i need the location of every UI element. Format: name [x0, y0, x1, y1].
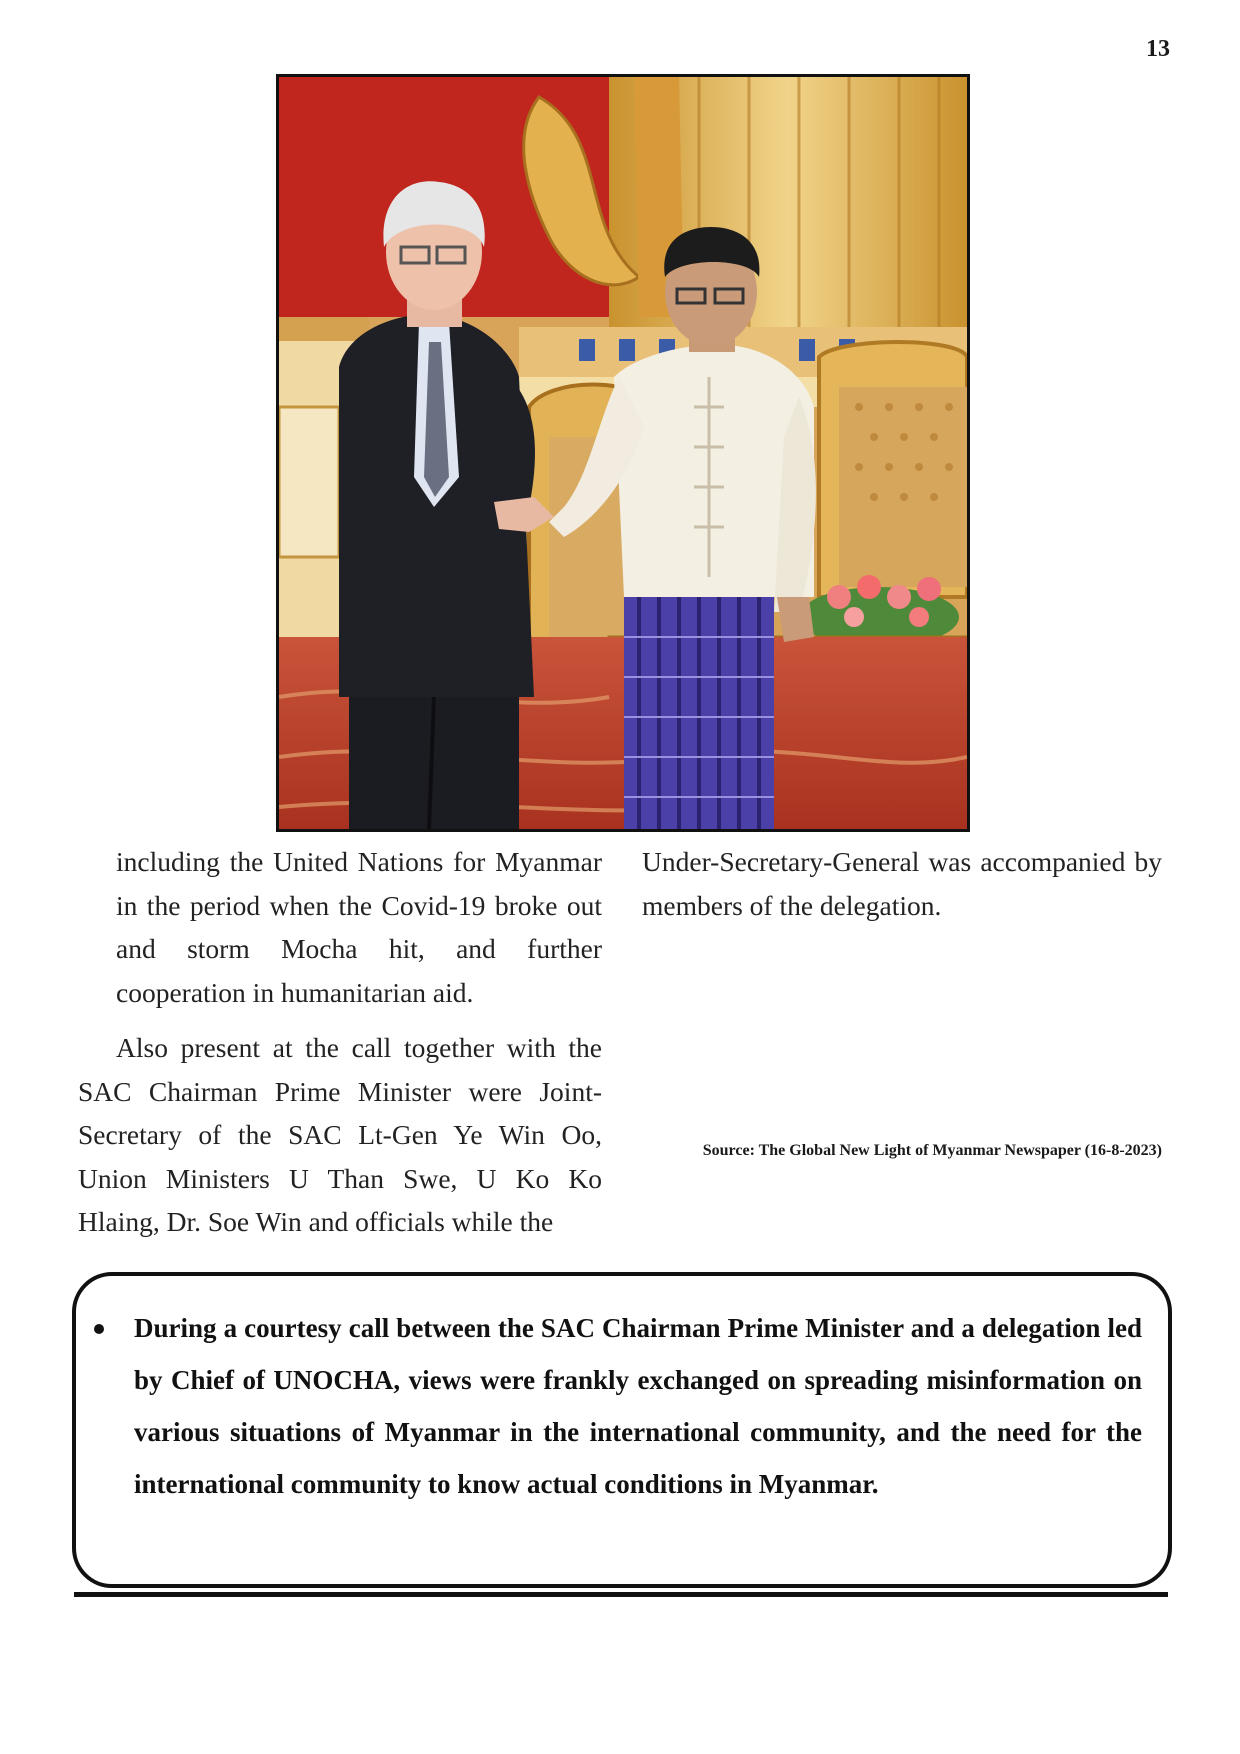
- article-right-column: [642, 840, 1162, 927]
- article-left-column: [78, 840, 602, 1244]
- article-paragraph: Also present at the call together with the SAC Chairman Prime Minister were Joint-Secretary of the SAC Lt-Gen Ye Win Oo, Union Ministers U Than Swe, U Ko Ko Hlaing, Dr. Soe Win and officials while the: [78, 1032, 602, 1237]
- bottom-rule: [74, 1592, 1168, 1597]
- news-photo: [276, 74, 970, 832]
- summary-item: During a courtesy call between the SAC Chairman Prime Minister and a delegation led by Chief of UNOCHA, views were frankly exchanged on spreading misinformation on various situations of Myanmar in the international community, and the need for the international community to know actual conditions in Myanmar.: [134, 1313, 1142, 1499]
- article-paragraph: including the United Nations for Myanmar in the period when the Covid-19 broke out and storm Mocha hit, and further cooperation in humanitarian aid.: [116, 846, 602, 1008]
- source-citation: Source: The Global New Light of Myanmar Newspaper (16-8-2023): [702, 1142, 1162, 1159]
- bullet-icon: [94, 1324, 104, 1334]
- article-paragraph: Under-Secretary-General was accompanied by members of the delegation.: [642, 846, 1162, 921]
- page-number: 13: [1146, 36, 1170, 62]
- summary-box: [72, 1272, 1172, 1588]
- handshake-photo-icon: [279, 77, 967, 829]
